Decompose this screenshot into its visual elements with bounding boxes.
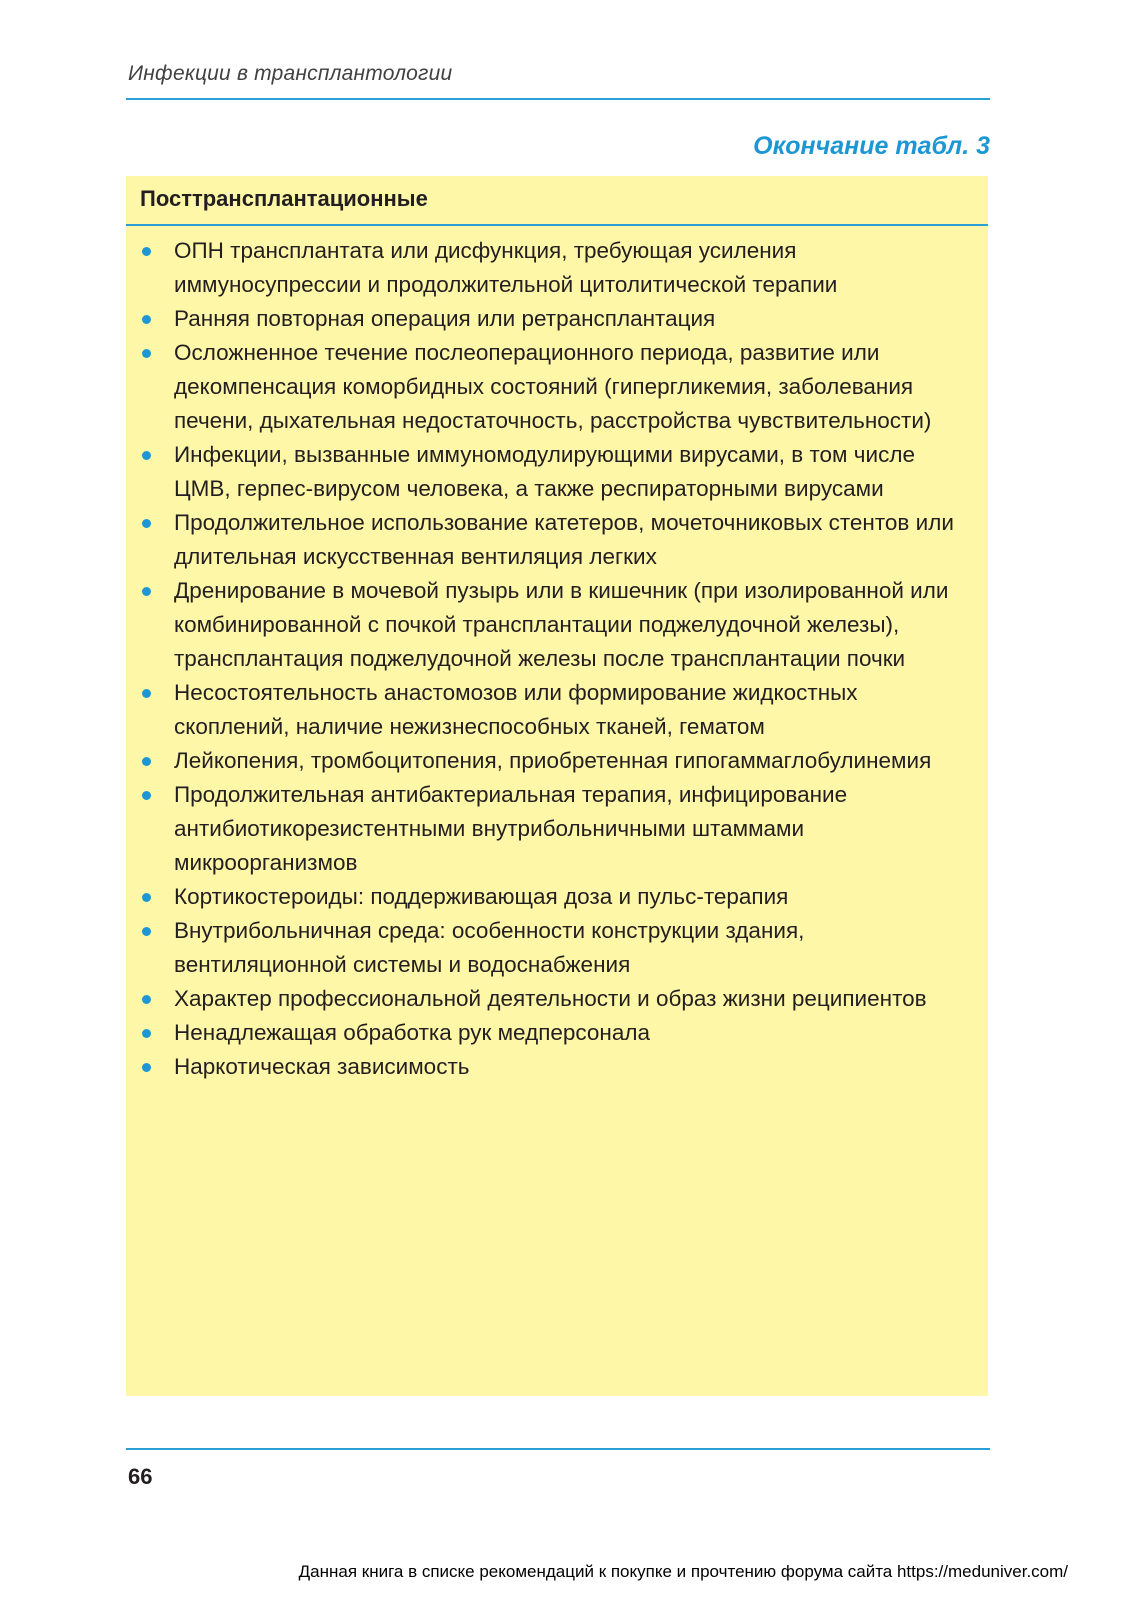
list-item-text: Продолжительное использование катетеров, мочеточниковых стентов или длительная искусственная вентиляция легких xyxy=(174,510,954,569)
list-item xyxy=(126,506,988,574)
table-panel xyxy=(126,176,988,1396)
list-item-text: Наркотическая зависимость xyxy=(174,1054,470,1079)
list-item-text: ОПН трансплантата или дисфункция, требующая усиления иммуносупрессии и продолжительной цитолитической терапии xyxy=(174,238,838,297)
bullet-icon xyxy=(142,995,151,1004)
list-item-text: Ранняя повторная операция или ретрансплантация xyxy=(174,306,716,331)
bullet-icon xyxy=(142,519,151,528)
bullet-icon xyxy=(142,349,151,358)
list-item xyxy=(126,676,988,744)
list-item xyxy=(126,336,988,438)
list-item xyxy=(126,234,988,302)
list-item xyxy=(126,1016,988,1050)
footer-note: Данная книга в списке рекомендаций к покупке и прочтению форума сайта https://meduniver.com/ xyxy=(298,1562,1068,1581)
bullet-icon xyxy=(142,893,151,902)
running-title: Инфекции в трансплантологии xyxy=(128,62,453,85)
list-item-text: Осложненное течение послеоперационного периода, развитие или декомпенсация коморбидных состояний (гипергликемия, заболевания печени, дыхательная недостаточность, расстройства чувствительности) xyxy=(174,340,932,433)
list-item-text: Ненадлежащая обработка рук медперсонала xyxy=(174,1020,651,1045)
bullet-icon xyxy=(142,315,151,324)
list-item xyxy=(126,744,988,778)
bullet-icon xyxy=(142,1063,151,1072)
list-item-text: Кортикостероиды: поддерживающая доза и пульс-терапия xyxy=(174,884,789,909)
list-item-text: Продолжительная антибактериальная терапия, инфицирование антибиотикорезистентными внутрибольничными штаммами микроорганизмов xyxy=(174,782,848,875)
list-item-text: Характер профессиональной деятельности и образ жизни реципиентов xyxy=(174,986,927,1011)
footer-divider xyxy=(126,1448,990,1450)
bullet-icon xyxy=(142,689,151,698)
list-item-text: Дренирование в мочевой пузырь или в кишечник (при изолированной или комбинированной с почкой трансплантации поджелудочной железы), трансплантация поджелудочной железы после трансплантации почки xyxy=(174,578,949,671)
list-item-text: Несостоятельность анастомозов или формирование жидкостных скоплений, наличие нежизнеспособных тканей, гематом xyxy=(174,680,858,739)
bullet-icon xyxy=(142,247,151,256)
section-heading: Посттрансплантационные xyxy=(140,186,428,211)
bullet-icon xyxy=(142,927,151,936)
list-item xyxy=(126,914,988,982)
bullet-icon xyxy=(142,757,151,766)
bullet-icon xyxy=(142,1029,151,1038)
bullet-icon xyxy=(142,791,151,800)
list-item xyxy=(126,302,988,336)
list-item-text: Инфекции, вызванные иммуномодулирующими вирусами, в том числе ЦМВ, герпес-вирусом человека, а также респираторными вирусами xyxy=(174,442,915,501)
header-divider xyxy=(126,98,990,100)
list-item xyxy=(126,880,988,914)
list-item xyxy=(126,438,988,506)
list-item xyxy=(126,1050,988,1084)
list-item xyxy=(126,982,988,1016)
list-item xyxy=(126,778,988,880)
list-item-text: Лейкопения, тромбоцитопения, приобретенная гипогаммаглобулинемия xyxy=(174,748,932,773)
bullet-icon xyxy=(142,451,151,460)
section-heading-divider xyxy=(126,224,988,226)
page-number: 66 xyxy=(128,1464,153,1489)
table-caption: Окончание табл. 3 xyxy=(753,132,990,160)
bullet-icon xyxy=(142,587,151,596)
list-item-text: Внутрибольничная среда: особенности конструкции здания, вентиляционной системы и водоснабжения xyxy=(174,918,805,977)
risk-factor-list xyxy=(126,234,988,1084)
list-item xyxy=(126,574,988,676)
